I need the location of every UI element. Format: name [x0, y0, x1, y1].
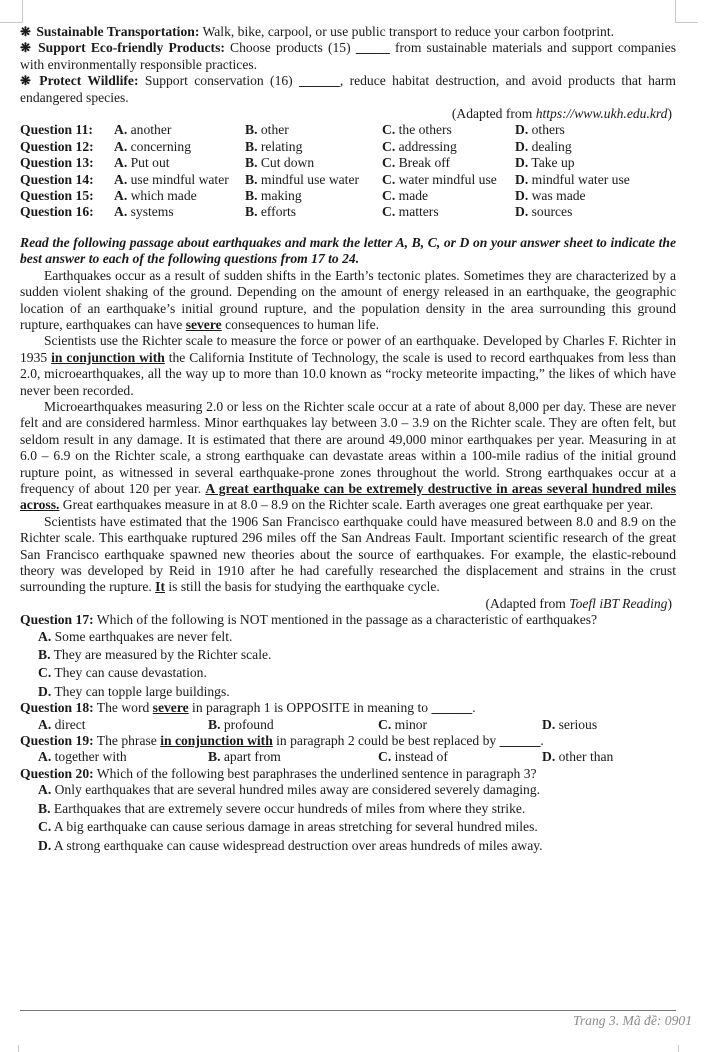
highlighted-word-severe: severe — [185, 316, 222, 332]
option-c[interactable] — [382, 122, 515, 138]
option-text: Some earthquakes are never felt. — [51, 628, 233, 644]
option-letter: B. — [245, 204, 258, 220]
option-text: A big earthquake can cause serious damage in areas stretching for several hundred miles. — [51, 819, 538, 835]
option-text: Earthquakes that are extremely severe occur hundreds of miles from where they strike. — [50, 800, 526, 816]
option-letter: B. — [38, 647, 51, 663]
question-text: Which of the following best paraphrases the underlined sentence in paragraph 3? — [93, 765, 537, 781]
citation-suffix: ) — [667, 595, 672, 611]
page-footer-label: Trang 3. Mã đề: 0901 — [573, 1013, 692, 1028]
question-label: Question 19: — [20, 733, 94, 749]
highlighted-phrase: in conjunction with — [160, 733, 273, 749]
option-c[interactable] — [20, 819, 676, 835]
question-label: Question 20: — [20, 765, 94, 781]
option-letter: B. — [38, 800, 51, 816]
option-text: mindful water use — [528, 171, 630, 187]
option-text: dealing — [528, 138, 572, 154]
bullet-item — [20, 73, 676, 106]
option-letter: D. — [515, 138, 529, 154]
option-text: profound — [220, 716, 274, 732]
source-citation — [20, 106, 676, 122]
option-text: others — [528, 122, 565, 138]
option-b[interactable] — [245, 204, 382, 220]
option-a[interactable] — [114, 155, 245, 171]
question-label: Question 16: — [20, 204, 94, 220]
option-letter: D. — [515, 171, 529, 187]
question-label: Question 12: — [20, 138, 94, 154]
source-citation — [20, 596, 676, 612]
question-row — [20, 204, 676, 220]
option-letter: B. — [245, 122, 258, 138]
passage-paragraph-1 — [20, 268, 676, 334]
option-d[interactable] — [542, 717, 597, 733]
flower-bullet-icon: ❋ — [20, 24, 31, 39]
question-row — [20, 155, 676, 171]
option-a[interactable] — [114, 139, 245, 155]
question-label: Question 18: — [20, 700, 94, 716]
paragraph-text: Microearthquakes measuring 2.0 or less on the Richter scale occur at a rate of about 8,000 per day. These are never felt and are considered harmless. Minor earthquakes lay between 3.0 – 3.9 on the Richter scale. They are often felt, but seldom result in any damage. It is estimated that there are around 49,000 minor earthquakes per year. Measuring in at 6.0 – 6.9 on the Richter scale, a strong earthquake can devastate areas within a 100-mile radius of the initial ground rupture point, as witnessed in several earthquake-prone zones throughout the world. Strong earthquakes occur at a frequency of about 120 per year. — [20, 398, 676, 496]
page-corner-mark-bottom-left — [18, 1045, 19, 1052]
option-d[interactable] — [515, 204, 572, 220]
option-letter: B. — [245, 188, 258, 204]
option-c[interactable] — [20, 665, 676, 681]
option-text: They are measured by the Richter scale. — [50, 647, 272, 663]
highlighted-word: severe — [152, 700, 189, 716]
option-d[interactable] — [20, 684, 676, 700]
paragraph-text: Scientists use the Richter scale to measure the force or power of an earthquake. Developed by Charles F. Richter in 1935 — [20, 333, 676, 365]
option-d[interactable] — [20, 838, 676, 854]
option-d[interactable] — [515, 188, 586, 204]
question-label: Question 17: — [20, 612, 94, 628]
option-c[interactable] — [382, 139, 515, 155]
question-row — [20, 122, 676, 138]
option-text: mindful use water — [257, 171, 360, 187]
option-row — [20, 749, 676, 765]
option-text: concerning — [127, 138, 192, 154]
option-letter: A. — [114, 188, 128, 204]
question-row — [20, 139, 676, 155]
option-letter: D. — [38, 837, 52, 853]
option-text: matters — [395, 204, 439, 220]
option-letter: B. — [245, 138, 258, 154]
option-text: addressing — [395, 138, 457, 154]
option-row — [20, 717, 676, 733]
question-text: . — [540, 733, 544, 749]
question-stem — [20, 733, 676, 749]
question-row — [20, 188, 676, 204]
option-b[interactable] — [245, 172, 382, 188]
question-label: Question 14: — [20, 171, 94, 187]
flower-bullet-icon: ❋ — [20, 73, 31, 89]
bullet-title: Protect Wildlife: — [39, 73, 139, 89]
option-text: A strong earthquake can cause widespread destruction over areas hundreds of miles away. — [51, 837, 543, 853]
option-b[interactable] — [208, 717, 378, 733]
question-text: The phrase — [93, 733, 161, 749]
option-letter: D. — [515, 204, 529, 220]
option-a[interactable] — [114, 172, 245, 188]
option-text: the others — [395, 122, 452, 138]
option-a[interactable] — [20, 629, 676, 645]
option-c[interactable] — [382, 188, 515, 204]
question-text: in paragraph 2 could be best replaced by — [272, 733, 500, 749]
question-text: Which of the following is NOT mentioned in the passage as a characteristic of earthquakes? — [93, 612, 598, 628]
option-a[interactable] — [114, 188, 245, 204]
option-letter: B. — [208, 716, 221, 732]
option-letter: C. — [38, 665, 52, 681]
option-c[interactable] — [382, 204, 515, 220]
option-letter: D. — [515, 122, 529, 138]
option-text: use mindful water — [127, 171, 229, 187]
paragraph-text: is still the basis for studying the earthquake cycle. — [164, 579, 440, 595]
question-stem — [20, 700, 676, 716]
option-text: making — [257, 188, 302, 204]
option-c[interactable] — [378, 749, 542, 765]
option-letter: B. — [245, 171, 258, 187]
option-text: systems — [127, 204, 174, 220]
option-a[interactable] — [114, 122, 245, 138]
passage-paragraph-3 — [20, 399, 676, 514]
option-text: Break off — [395, 155, 451, 171]
option-text: another — [127, 122, 172, 138]
reading-instruction: Read the following passage about earthquakes and mark the letter A, B, C, or D on your answer sheet to indicate the best answer to each of the following questions from 17 to 24. — [20, 234, 676, 267]
answer-blank-16: ______ — [299, 73, 340, 89]
option-text: instead of — [391, 749, 448, 765]
page-corner-mark-top-left — [0, 0, 23, 23]
option-text: efforts — [257, 204, 297, 220]
option-text: Only earthquakes that are several hundred miles away are considered severely damaging. — [51, 782, 541, 798]
question-stem — [20, 766, 676, 782]
cloze-question-list — [20, 122, 676, 220]
option-letter: B. — [208, 749, 221, 765]
option-letter: C. — [378, 716, 392, 732]
option-letter: A. — [114, 122, 128, 138]
bullet-title: Sustainable Transportation: — [36, 24, 200, 39]
option-text: water mindful use — [395, 171, 497, 187]
option-letter: A. — [38, 782, 52, 798]
page-corner-mark-bottom-right — [678, 1045, 679, 1052]
bullet-text: Choose products (15) — [224, 40, 356, 56]
option-letter: D. — [515, 155, 529, 171]
bullet-text: Walk, bike, carpool, or use public transport to reduce your carbon footprint. — [199, 24, 615, 39]
option-text: relating — [257, 138, 303, 154]
paragraph-text: consequences to human life. — [221, 316, 380, 332]
option-c[interactable] — [378, 717, 542, 733]
option-letter: B. — [245, 155, 258, 171]
question-text: The word — [93, 700, 153, 716]
question-stem — [20, 612, 676, 628]
option-letter: A. — [38, 716, 52, 732]
highlighted-phrase-in-conjunction-with: in conjunction with — [51, 349, 165, 365]
option-text: serious — [555, 716, 598, 732]
option-letter: C. — [38, 819, 52, 835]
option-d[interactable] — [515, 155, 575, 171]
footer-divider — [20, 1010, 676, 1011]
question-20 — [20, 766, 676, 854]
question-label: Question 11: — [20, 122, 93, 138]
option-text: which made — [127, 188, 197, 204]
passage-paragraph-2 — [20, 333, 676, 399]
option-d[interactable] — [515, 172, 630, 188]
question-18 — [20, 700, 676, 733]
question-17 — [20, 612, 676, 700]
page-corner-mark-top-right — [675, 0, 698, 23]
option-b[interactable] — [208, 749, 378, 765]
bullet-text: Support conservation (16) — [138, 73, 300, 89]
option-letter: C. — [382, 204, 396, 220]
option-letter: D. — [542, 749, 556, 765]
option-letter: C. — [378, 749, 392, 765]
reading-passage — [20, 268, 676, 596]
option-d[interactable] — [515, 122, 565, 138]
option-text: was made — [528, 188, 586, 204]
option-letter: A. — [38, 749, 52, 765]
option-text: made — [395, 188, 429, 204]
option-b[interactable] — [20, 647, 676, 663]
option-letter: D. — [38, 683, 52, 699]
passage-paragraph-4 — [20, 514, 676, 596]
option-letter: C. — [382, 188, 396, 204]
paragraph-text: Great earthquakes measure in at 8.0 – 8.9 on the Richter scale. Earth averages one great earthquake per year. — [59, 497, 654, 513]
option-letter: D. — [515, 188, 529, 204]
question-text: in paragraph 1 is OPPOSITE in meaning to — [188, 700, 432, 716]
flower-bullet-icon: ❋ — [20, 40, 31, 56]
answer-blank-15: _____ — [355, 40, 390, 56]
option-letter: D. — [542, 716, 556, 732]
option-a[interactable] — [20, 782, 676, 798]
option-text: minor — [391, 716, 428, 732]
citation-prefix: (Adapted from — [451, 106, 536, 122]
paragraph-text: the California Institute of Technology, the scale is used to record earthquakes from less than 2.0, microearthquakes, all the way up to more than 10.0 known as “rocky meteorite impacting,” the likes of which have never been recorded. — [20, 349, 676, 398]
bullet-text: , reduce habitat destruction, and avoid products that harm endangered species. — [20, 73, 677, 105]
highlighted-word-it: It — [155, 579, 165, 595]
bullet-item — [20, 40, 676, 73]
underlined-sentence: A great earthquake can be extremely destructive in areas several hundred miles across. — [20, 480, 677, 513]
option-letter: A. — [114, 138, 128, 154]
option-text: other than — [555, 749, 614, 765]
question-label: Question 13: — [20, 155, 94, 171]
option-letter: A. — [114, 171, 128, 187]
option-letter: A. — [114, 155, 128, 171]
question-text: . — [472, 700, 476, 716]
option-d[interactable] — [542, 749, 613, 765]
option-b[interactable] — [245, 155, 382, 171]
document-page — [20, 24, 676, 854]
option-text: direct — [51, 716, 86, 732]
option-text: Cut down — [257, 155, 315, 171]
option-b[interactable] — [20, 801, 676, 817]
question-label: Question 15: — [20, 188, 94, 204]
question-row — [20, 172, 676, 188]
bullet-item — [20, 24, 676, 40]
paragraph-text: Scientists have estimated that the 1906 San Francisco earthquake could have measured between 8.0 and 8.9 on the Richter scale. This earthquake ruptured 296 miles off the San Andreas Fault. Important scientific research of the great San Francisco earthquake spawned new theories about the source of earthquakes. For example, the elastic-rebound theory was developed by Reid in 1910 after he had carefully researched the displacement and strains in the crust surrounding the rupture. — [20, 513, 676, 595]
option-letter: A. — [114, 204, 128, 220]
answer-blank: ______ — [431, 700, 473, 716]
citation-source: Toefl iBT Reading — [569, 595, 668, 611]
paragraph-text: Earthquakes occur as a result of sudden shifts in the Earth’s tectonic plates. Sometimes they are characterized by a sudden violent shaking of the ground. Depending on the amount of energy released in an earthquake, the geographic location of an earthquake’s initial ground rupture, and the population density in the area surrounding this ground rupture, earthquakes can have — [20, 267, 676, 332]
option-text: Put out — [127, 155, 170, 171]
option-text: apart from — [220, 749, 281, 765]
option-a[interactable] — [38, 749, 208, 765]
option-letter: A. — [38, 628, 52, 644]
option-a[interactable] — [38, 717, 208, 733]
option-text: together with — [51, 749, 127, 765]
option-d[interactable] — [515, 139, 572, 155]
question-19 — [20, 733, 676, 766]
option-a[interactable] — [114, 204, 245, 220]
citation-prefix: (Adapted from — [485, 595, 570, 611]
option-b[interactable] — [245, 122, 382, 138]
option-text: sources — [528, 204, 573, 220]
option-b[interactable] — [245, 139, 382, 155]
answer-blank: ______ — [499, 733, 541, 749]
option-c[interactable] — [382, 172, 515, 188]
option-text: other — [257, 122, 289, 138]
option-b[interactable] — [245, 188, 382, 204]
option-letter: C. — [382, 122, 396, 138]
bullet-title: Support Eco-friendly Products: — [38, 40, 225, 56]
option-letter: C. — [382, 171, 396, 187]
option-letter: C. — [382, 138, 396, 154]
option-c[interactable] — [382, 155, 515, 171]
citation-source: https://www.ukh.edu.krd — [535, 106, 668, 122]
citation-suffix: ) — [667, 106, 672, 122]
bullet-text: from sustainable materials and support companies with environmentally responsible practices. — [20, 40, 676, 72]
option-text: They can cause devastation. — [51, 665, 207, 681]
option-text: They can topple large buildings. — [51, 683, 230, 699]
option-letter: C. — [382, 155, 396, 171]
option-text: Take up — [528, 155, 575, 171]
